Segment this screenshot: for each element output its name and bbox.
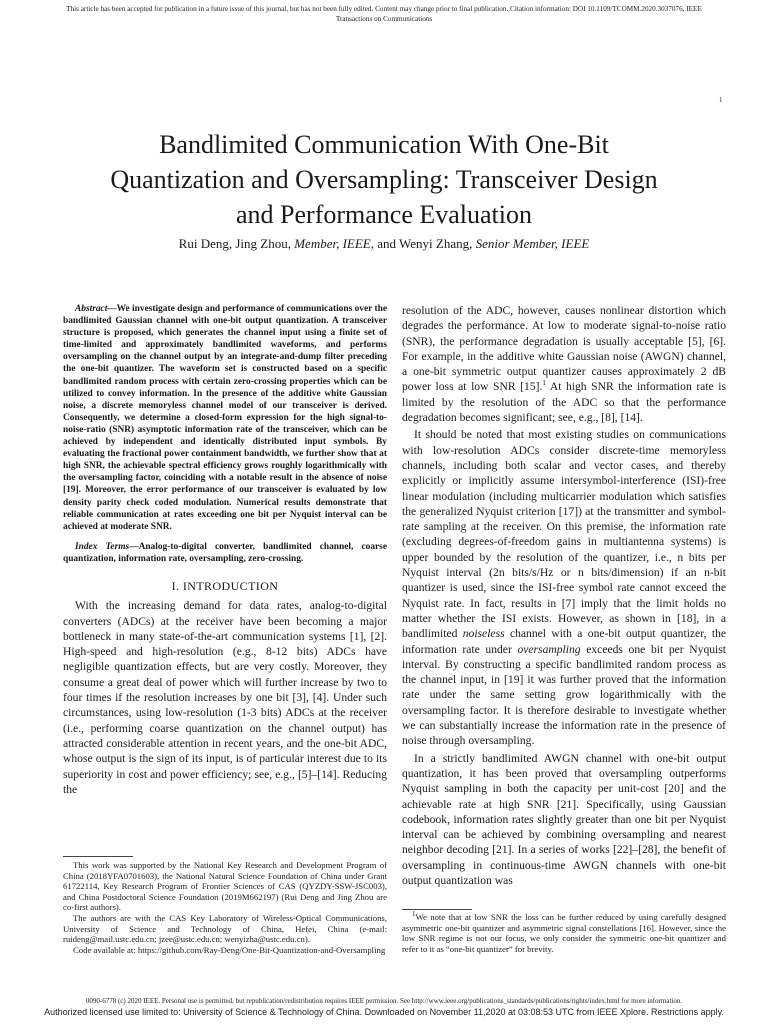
footnote-ref-1[interactable]: 1	[542, 379, 546, 388]
index-terms-text: —Analog-to-digital converter, bandlimited channel, coarse quantization, information rate, oversampling, zero-crossing.	[63, 541, 387, 564]
footnote-code: Code available at: https://github.com/Ray-Deng/One-Bit-Quantization-and-Oversampling	[73, 944, 386, 955]
right-paragraph-2	[402, 427, 726, 748]
journal-notice-line2: Transactions on Communications	[335, 15, 433, 23]
page-number: 1	[719, 96, 723, 104]
section-heading-introduction: I. INTRODUCTION	[171, 578, 279, 593]
abstract-text: —We investigate design and performance of communications over the bandlimited Gaussian channel with one-bit output quantization. A transceiver structure is proposed, which generates the channel input using a finite set of time-limited and approximately bandlimited waveforms, and performs oversampling on the channel output by an integrate-and-dump filter preceding the one-bit quantizer. The waveform set is constructed based on a specific bandlimited random process with certain zero-crossing properties which can be utilized to convey information. In the presence of the additive white Gaussian noise, a discrete memoryless channel model of our transceiver is derived. Consequently, we determine a closed-form expression for the high signal-to-noise-ratio (SNR) asymptotic information rate of the transceiver, which can be achieved by independent and identically distributed input symbols. By evaluating the fractional power containment bandwidth, we further show that at high SNR, the achievable spectral efficiency grows roughly logarithmically with the oversampling factor, coinciding with a notable result in the absence of noise [19]. Moreover, the error performance of our transceiver is evaluated by low density parity check coded modulation. Numerical results demonstrate that reliable communication at rates exceeding one bit per Nyquist interval can be achieved at moderate SNR.	[63, 304, 387, 532]
title-line-1: Bandlimited Communication With One-Bit	[159, 130, 609, 159]
index-terms	[63, 541, 387, 565]
right-p2-oversampling: oversampling	[517, 642, 581, 656]
title-line-2: Quantization and Oversampling: Transceiver Design	[110, 165, 658, 194]
intro-paragraph-1: With the increasing demand for data rates, analog-to-digital converters (ADCs) at the receiver have been becoming a major bottleneck in many state-of-the-art communication systems [1], [2]. High-speed and high-resolution (e.g., 8-12 bits) ADCs have negligible quantization effects, but are very costly. Moreover, they consume a great deal of power which will further increase by two to four times if the resolution increases by one bit [3], [4]. Under such circumstances, using low-resolution (1-3 bits) ADCs at the receiver (i.e., performing coarse quantization on the channel output) has attracted considerable attention in recent years, and the one-bit ADC, whose output is the sign of its input, is of particular interest due to its superiority in cost and power efficiency; see, e.g., [5]–[14]. Reducing the	[63, 599, 387, 796]
footnote-support: This work was supported by the National Key Research and Development Program of China (2018YFA0701603), the National Natural Science Foundation of China under Grant 61722114, Key Research Program of Frontier Sciences of CAS (QYZDY-SSW-JSC003), and China Postdoctoral Science Foundation (2019M662197) (Rui Deng and Jing Zhou are co-first authors).	[63, 860, 387, 913]
right-p2-text-b: channel with a one-bit output quantizer, the information rate under	[402, 627, 727, 656]
footnote-affiliation: The authors are with the CAS Key Laboratory of Wireless-Optical Communications, University of Science and Technology of China, Hefei, China (e-mail: ruideng@mail.ustc.edu.cn; jzee@ustc.edu.cn; wenyizha@ustc.edu.cn).	[63, 912, 387, 945]
right-p2-text-a: It should be noted that most existing studies on communications with low-resolution ADCs consider discrete-time memoryless channels, including both scalar and vector cases, and thereby explicitly or implicitly assume intersymbol-interference (ISI)-free linear modulation (including multicarrier modulation which satisfies the generalized Nyquist criterion [17]) at the transmitter and symbol-rate sampling at the receiver. On this premise, the information rate (excluding degrees-of-freedom gains in multiantenna systems) is upper bounded by the resolution of the quantizer, i.e., n bits per Nyquist interval (2n bits/s/Hz or n bits/dimension) if an n-bit quantizer is used, since the ISI-free symbol rate cannot exceed the Nyquist rate. In fact, results in [7] imply that the limit holds no matter whether the ISI exists. However, as shown in [18], in a bandlimited	[402, 428, 726, 641]
authors-part-b: Member, IEEE,	[294, 236, 374, 251]
abstract-label: Abstract	[75, 304, 108, 314]
journal-notice-line1: This article has been accepted for publication in a future issue of this journal, but has not been fully edited. Content may change prior to final publication. Citation information: DOI 10.1109/TCOMM.2020.3037076, IEEE	[66, 5, 702, 13]
right-p1-text-a: resolution of the ADC, however, causes nonlinear distortion which degrades the performance. At low to moderate signal-to-noise ratio (SNR), the performance degradation is usually acceptable [5], [6]. For example, in the additive white Gaussian noise (AWGN) channel, a one-bit symmetric output quantizer causes approximately 2 dB power loss at low SNR [15].	[402, 304, 726, 394]
authors-part-d: Senior Member, IEEE	[475, 236, 590, 251]
left-column	[63, 303, 387, 797]
right-paragraph-3: In a strictly bandlimited AWGN channel with one-bit output quantization, it has been proved that oversampling outperforms Nyquist sampling in both the capacity per unit-cost [20] and the achievable rate at high SNR [21]. Specifically, using Gaussian codebook, information rates slightly greater than one bit per Nyquist interval can be achieved by combining oversampling and nearest neighbor decoding [21]. In a series of works [22]–[28], the benefit of oversampling in continuous-time AWGN channels with one-bit output quantization was	[402, 751, 726, 887]
license-notice: Authorized licensed use limited to: University of Science & Technology of China. Downloaded on November 11,2020 at 03:08:53 UTC from IEEE Xplore. Restrictions apply.	[44, 1007, 724, 1017]
footnote-right	[402, 912, 726, 954]
copyright-notice: 0090-6778 (c) 2020 IEEE. Personal use is permitted, but republication/redistribution requires IEEE permission. See http://www.ieee.org/publications_standards/publications/rights/index.html for more information.	[85, 997, 683, 1005]
footnotes-left	[63, 860, 387, 955]
abstract	[63, 303, 387, 533]
authors-part-a: Rui Deng, Jing Zhou,	[178, 236, 291, 251]
journal-notice	[20, 4, 748, 24]
footnote-1-text: We note that at low SNR the loss can be further reduced by using carefully designed asymmetric one-bit quantizer and asymmetric signal constellations [16]. However, since the low SNR regime is not our focus, we only consider the symmetric one-bit quantizer and refer to it as “one-bit quantizer” for brevity.	[402, 912, 726, 954]
footnote-1	[402, 912, 726, 954]
title-line-3: and Performance Evaluation	[236, 200, 532, 229]
index-terms-label: Index Terms	[75, 541, 130, 552]
right-p1-text-b: At high SNR the information rate is limited by the resolution of the ADC so that the performance degradation becomes significant; see, e.g., [8], [14].	[402, 380, 726, 425]
right-p2-text-c: exceeds one bit per Nyquist interval. By constructing a specific bandlimited random process as the channel input, in [19] it was further proved that the information rate under the same setting grow logarithmically with the oversampling factor. It is therefore desirable to investigate whether we can substantially increase the information rate in the presence of noise through oversampling.	[402, 642, 726, 748]
paper-title	[40, 127, 728, 232]
right-p2-noiseless: noiseless	[462, 627, 505, 641]
right-column	[402, 303, 726, 888]
author-list	[40, 236, 728, 252]
authors-part-c: and Wenyi Zhang,	[377, 236, 473, 251]
footnote-1-mark: 1	[412, 910, 416, 919]
right-paragraph-1	[402, 303, 726, 425]
footnote-divider-left	[63, 856, 133, 857]
